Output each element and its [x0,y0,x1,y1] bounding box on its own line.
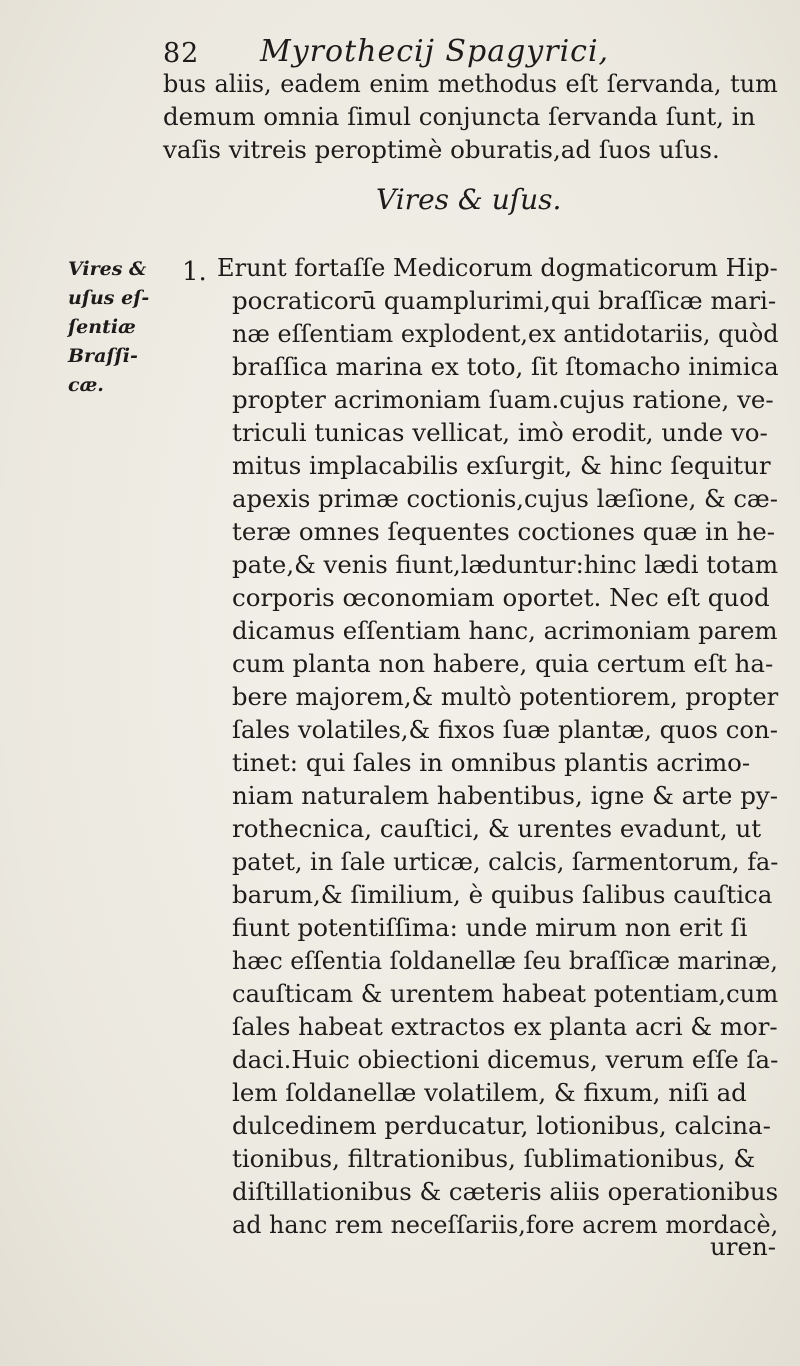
text-line: bere majorem,& multò potentiorem, propter [232,682,779,711]
text-line: cauſticam & urentem habeat potentiam,cum [232,979,779,1008]
text-line: pocraticorū quamplurimi,qui braſſicæ mari- [232,286,777,315]
marginal-note-line: Vires & [68,258,147,280]
text-line: rothecnica, cauſtici, & urentes evadunt, ut [232,814,762,843]
text-line: propter acrimoniam ſuam.cujus ratione, ve- [232,385,774,414]
text-line: dulcedinem perducatur, lotionibus, calcina- [232,1111,771,1140]
text-line: diſtillationibus & cæteris aliis operationibus [232,1177,779,1206]
running-title: Myrothecij Spagyrici, [260,34,610,69]
text-line: pate,& venis fiunt,læduntur:hinc lædi totam [232,550,779,579]
text-line: daci.Huic obiectioni dicemus, verum eſſe ſa- [232,1045,779,1074]
text-line: hæc eſſentia ſoldanellæ ſeu braſſicæ marinæ, [232,946,778,975]
text-line: ad hanc rem neceſſariis,fore acrem mordacè, [232,1210,779,1239]
page-number: 82 [163,38,200,69]
text-line: Erunt fortaſſe Medicorum dogmaticorum Hip- [217,253,778,282]
paragraph-number: 1. [182,257,207,287]
text-line: tinet: qui ſales in omnibus plantis acrimo- [232,748,751,777]
section-title: Vires & uſus. [376,183,562,216]
text-line: triculi tunicas vellicat, imò erodit, unde vo- [232,418,768,447]
text-line: vaſis vitreis peroptimè oburatis,ad ſuos uſus. [163,135,720,164]
text-line: bus aliis, eadem enim methodus eſt ſervanda, tum [163,69,778,98]
text-line: mitus implacabilis exſurgit, & hinc ſequitur [232,451,771,480]
text-line: lem ſoldanellæ volatilem, & fixum, niſi ad [232,1078,747,1107]
text-line: braſſica marina ex toto, ſit ſtomacho inimica [232,352,779,381]
text-line: niam naturalem habentibus, igne & arte py- [232,781,778,810]
text-line: corporis œconomiam oportet. Nec eſt quod [232,583,770,612]
text-line: cum planta non habere, quia certum eſt ha- [232,649,774,678]
catchword: uren- [710,1232,777,1261]
text-line: teræ omnes ſequentes coctiones quæ in he- [232,517,776,546]
text-line: apexis primæ coctionis,cujus læſione, & cæ- [232,484,778,513]
marginal-note-line: ſentiæ [68,316,136,338]
marginal-note-line: cæ. [68,374,104,396]
text-line: demum omnia ſimul conjuncta ſervanda ſunt, in [163,102,756,131]
text-line: næ eſſentiam explodent,ex antidotariis, quòd [232,319,779,348]
text-line: dicamus eſſentiam hanc, acrimoniam parem [232,616,778,645]
text-line: ſales volatiles,& fixos ſuæ plantæ, quos con- [232,715,778,744]
page-header [163,34,763,74]
marginal-note [68,255,158,400]
marginal-note-line: Braſſi- [68,345,138,367]
text-line: fiunt potentiſſima: unde mirum non erit ſi [232,913,748,942]
marginal-note-line: uſus eſ- [68,287,150,309]
text-line: tionibus, filtrationibus, ſublimationibus, & [232,1144,756,1173]
text-line: barum,& ſimilium, è quibus ſalibus cauſtica [232,880,773,909]
text-line: patet, in ſale urticæ, calcis, ſarmentorum, fa- [232,847,779,876]
text-line: ſales habeat extractos ex planta acri & mor- [232,1012,778,1041]
